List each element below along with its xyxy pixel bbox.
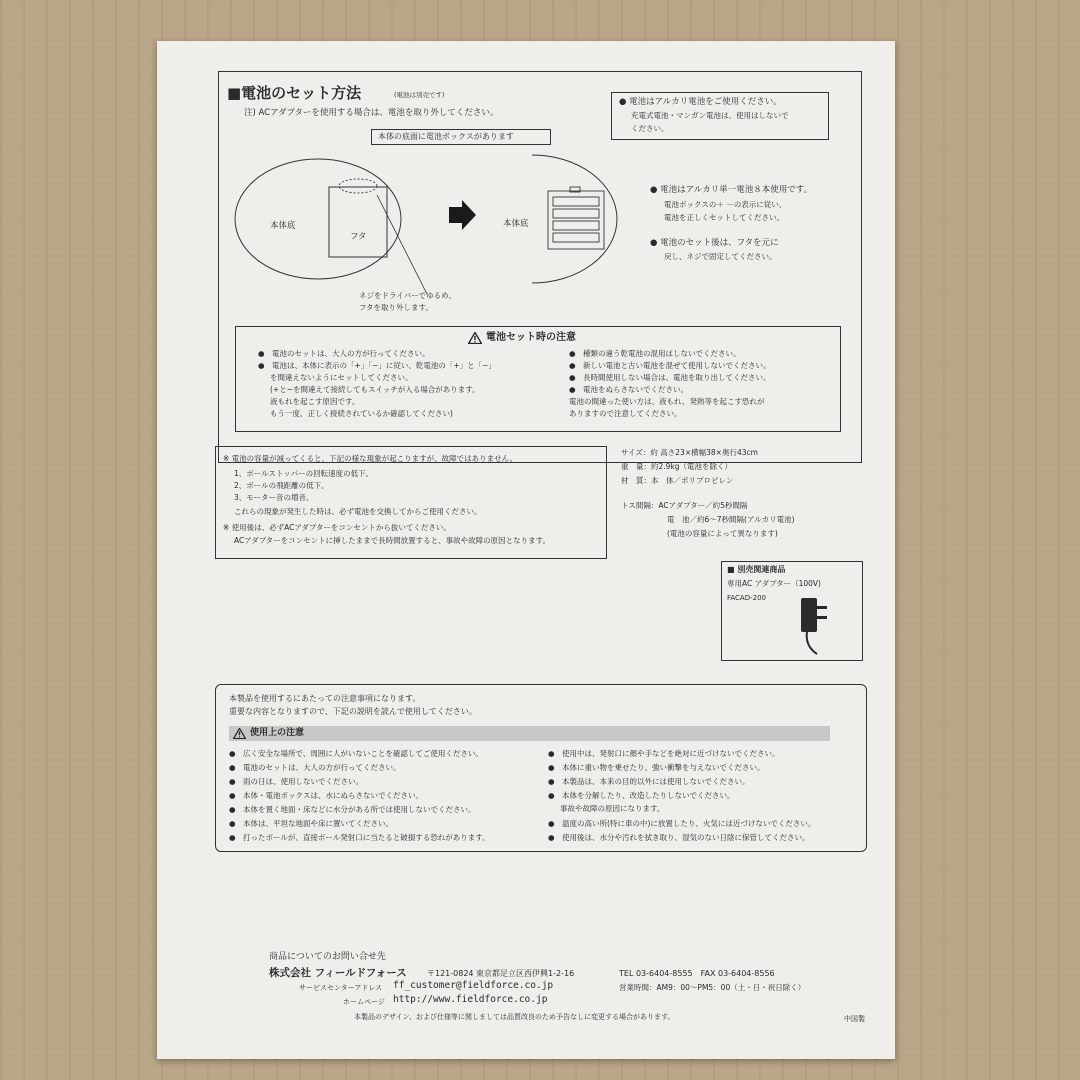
usage-right-7: ● 使用後は、水分や汚れを拭き取り、湿気のない日陰に保管してください。 (548, 833, 810, 842)
usage-right-6: ● 温度の高い所(特に車の中)に放置したり、火気には近づけないでください。 (548, 819, 816, 828)
usage-left-5: ● 本体を置く地面・床などに水分がある所では使用しないでください。 (229, 805, 476, 814)
usage-left-6: ● 本体は、平坦な地面や床に置いてください。 (229, 819, 394, 828)
ac-adapter-icon (793, 594, 843, 658)
body-bottom-left-outline (235, 159, 401, 279)
instruction-item1-sub2: 電池を正しくセットしてください。 (664, 213, 784, 222)
contact-web-label: ホームページ (343, 998, 385, 1006)
spec-interval-2: 電 池／約6〜7秒間隔(アルカリ電池) (667, 515, 795, 524)
caution-right-4: ● 電池をぬらさないでください。 (569, 385, 689, 394)
instruction-item2: ● 電池のセット後は、フタを元に (650, 238, 779, 248)
contact-hours: 営業時間：AM9：00〜PM5：00（土・日・祝日除く） (619, 983, 806, 992)
screw-note-1: ネジをドライバーでゆるめ、 (359, 291, 456, 300)
caution-title: 電池セット時の注意 (486, 332, 576, 343)
usage-left-4: ● 本体・電池ボックスは、水にぬらさないでください。 (229, 791, 423, 800)
capacity-item3: 3、モーター音の増音。 (234, 493, 314, 502)
warning-icon (233, 728, 246, 739)
usage-right-3: ● 本製品は、本来の目的以外には使用しないでください。 (548, 777, 750, 786)
usage-left-7: ● 打ったボールが、直接ボール発射口に当たると破損する恐れがあります。 (229, 833, 490, 842)
instruction-item1-sub1: 電池ボックスの＋ －の表示に従い、 (664, 200, 787, 209)
usage-left-3: ● 雨の日は、使用しないでください。 (229, 777, 364, 786)
caution-left-2: ● 電池は、本体に表示の「+」「−」に従い、乾電池の「+」と「−」 (258, 361, 496, 370)
spec-interval-1: トス間隔：ACアダプター／約5秒間隔 (621, 501, 748, 510)
contact-email-label: サービスセンターアドレス (299, 984, 383, 992)
caution-left-5: 液もれを起こす原因です。 (270, 397, 360, 406)
usage-header: 使用上の注意 (250, 728, 305, 738)
caution-left-6: もう一度、正しく接続されているか確認してください) (270, 409, 453, 418)
instruction-item1: ● 電池はアルカリ単一電池８本使用です。 (650, 185, 813, 195)
caution-left-1: ● 電池のセットは、大人の方が行ってください。 (258, 349, 430, 358)
diagram-caption: 本体の底面に電池ボックスがあります (378, 132, 514, 141)
usage-left-2: ● 電池のセットは、大人の方が行ってください。 (229, 763, 401, 772)
related-title: ■ 別売関連商品 (727, 565, 786, 574)
contact-web[interactable]: http://www.fieldforce.co.jp (393, 994, 548, 1005)
contact-company: 株式会社 フィールドフォース (269, 967, 407, 979)
usage-right-4: ● 本体を分解したり、改造したりしないでください。 (548, 791, 735, 800)
contact-email[interactable]: ff_customer@fieldforce.co.jp (393, 980, 554, 991)
battery-box-illustration (548, 187, 604, 249)
usage-right-5: 事故や故障の原因になります。 (560, 804, 665, 813)
caution-right-6: ありますので注意してください。 (569, 409, 682, 418)
capacity-item1: 1、ボールストッパーの回転速度の低下。 (234, 469, 374, 478)
spec-interval-3: (電池の容量によって異なります) (667, 529, 778, 538)
alkaline-notice-line2: 充電式電池・マンガン電池は、使用はしないで (631, 111, 789, 120)
battery-section-title-note: (電池は別売です) (394, 91, 445, 99)
capacity-line1: ※ 電池の容量が減ってくると、下記の様な現象が起こりますが、故障ではありません。 (223, 454, 518, 463)
contact-tel-fax: TEL 03-6404-8555 FAX 03-6404-8556 (619, 969, 775, 978)
caution-left-4: (+と−を間違えて接続してもスイッチが入る場合があります。 (270, 385, 480, 394)
arrow-right-icon (449, 200, 476, 230)
spec-weight: 重 量：約2.9kg（電池を除く） (621, 462, 733, 471)
caution-right-1: ● 種類の違う乾電池の混用はしないでください。 (569, 349, 741, 358)
lid-label: フタ (350, 232, 367, 242)
capacity-line3: ※ 使用後は、必ずACアダプターをコンセントから抜いてください。 (223, 523, 451, 532)
caution-right-2: ● 新しい電池と古い電池を混ぜて使用しないでください。 (569, 361, 771, 370)
usage-left-1: ● 広く安全な場所で、周囲に人がいないことを確認してご使用ください。 (229, 749, 483, 758)
related-model: FACAD-200 (727, 594, 767, 602)
contact-heading: 商品についてのお問い合せ先 (269, 952, 386, 962)
capacity-line4: ACアダプターをコンセントに挿したままで長時間放置すると、事故や故障の原因となります。 (234, 536, 551, 545)
instruction-item2-sub: 戻し、ネジで固定してください。 (664, 252, 777, 261)
body-bottom-label-left: 本体底 (270, 221, 296, 231)
screw-dashed-circle (339, 179, 377, 193)
usage-intro-1: 本製品を使用するにあたっての注意事項になります。 (229, 694, 421, 703)
alkaline-notice-line3: ください。 (631, 124, 669, 133)
body-bottom-label-right: 本体底 (503, 219, 529, 229)
screw-note-2: フタを取り外します。 (359, 303, 433, 312)
related-name: 専用AC アダプター（100V) (727, 579, 821, 588)
battery-section-title: ■電池のセット方法 (227, 84, 362, 102)
caution-left-3: を間違えないようにセットしてください。 (270, 373, 413, 382)
contact-disclaimer: 本製品のデザイン、および仕様等に関しましては品質改良のため予告なしに変更する場合があります。 (354, 1013, 675, 1021)
instruction-sheet (157, 41, 895, 1059)
caution-right-3: ● 長時間使用しない場合は、電池を取り出してください。 (569, 373, 771, 382)
usage-header-bar (229, 726, 830, 741)
spec-size: サイズ：約 高さ23×横幅38×奥行43cm (621, 448, 758, 457)
warning-icon (468, 332, 482, 344)
spec-material: 材 質：本 体／ポリプロピレン (621, 476, 734, 485)
screw-leader-line (377, 195, 427, 294)
alkaline-notice-line1: ● 電池はアルカリ電池をご使用ください。 (619, 97, 782, 107)
capacity-line2: これらの現象が発生した時は、必ず電池を交換してからご使用ください。 (234, 507, 482, 516)
capacity-item2: 2、ボールの飛距離の低下。 (234, 481, 329, 490)
caution-right-5: 電池の間違った使い方は、液もれ、発熱等を起こす恐れが (569, 397, 765, 406)
usage-right-1: ● 使用中は、発射口に顔や手などを絶対に近づけないでください。 (548, 749, 780, 758)
origin-label: 中国製 (844, 1015, 865, 1023)
usage-right-2: ● 本体に重い物を乗せたり、強い衝撃を与えないでください。 (548, 763, 765, 772)
battery-section-note: 注) ACアダプターを使用する場合は、電池を取り外してください。 (244, 108, 499, 118)
contact-address: 〒121-0824 東京都足立区西伊興1-2-16 (427, 969, 575, 978)
usage-intro-2: 重要な内容となりますので、下記の説明を読んで使用してください。 (229, 707, 477, 716)
